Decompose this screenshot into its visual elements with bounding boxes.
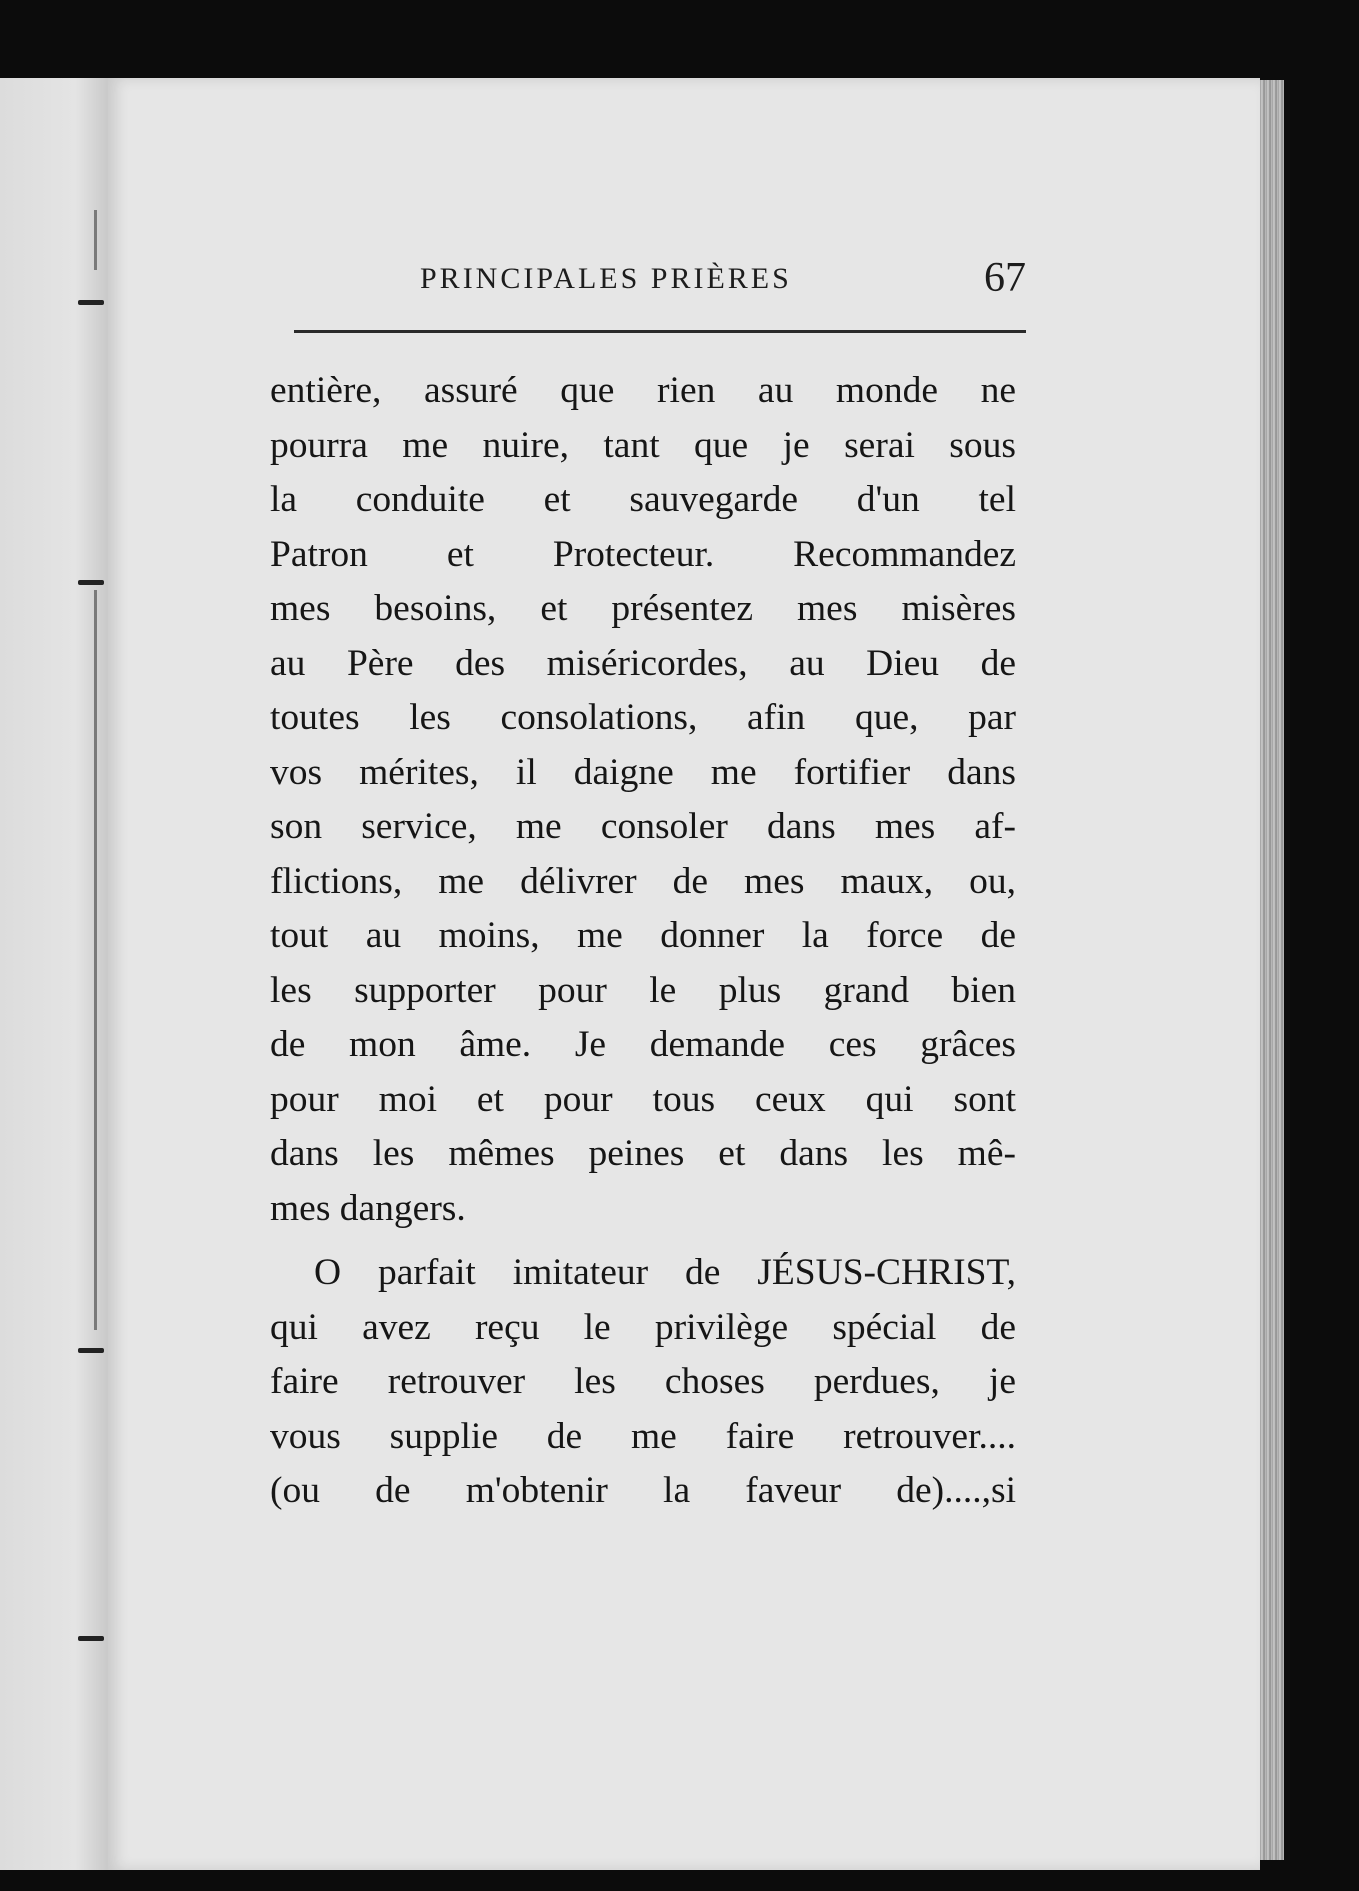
text-line: de mon âme. Je demande ces grâces [270, 1024, 1016, 1065]
text-line: au Père des miséricordes, au Dieu de [270, 642, 1016, 684]
previous-page-mark [78, 1348, 104, 1353]
running-head [420, 255, 1026, 308]
paragraph [270, 364, 1016, 1236]
text-line: mes dangers. [270, 1187, 466, 1229]
previous-page-mark [78, 580, 104, 585]
page-number: 67 [984, 255, 1026, 301]
page-stack-edges [1260, 80, 1284, 1860]
text-line: tout au moins, me donner la force de [270, 915, 1016, 956]
text-line: pour moi et pour tous ceux qui sont [270, 1078, 1016, 1120]
text-line: son service, me consoler dans mes af- [270, 806, 1016, 847]
text-line: mes besoins, et présentez mes misères [270, 588, 1016, 629]
previous-page-margin-rule [94, 590, 97, 1330]
text-line: (ou de m'obtenir la faveur de)....,si [270, 1470, 1016, 1511]
text-line: faire retrouver les choses perdues, je [270, 1361, 1016, 1402]
text-line: Patron et Protecteur. Recommandez [270, 533, 1016, 575]
text-line: O parfait imitateur de JÉSUS-CHRIST, [314, 1252, 1016, 1293]
paragraph [270, 1246, 1016, 1519]
text-line: toutes les consolations, afin que, par [270, 697, 1016, 738]
header-rule [294, 330, 1026, 333]
previous-page-edge [0, 78, 108, 1870]
previous-page-mark [78, 300, 104, 305]
text-line: les supporter pour le plus grand bien [270, 969, 1016, 1011]
text-line: flictions, me délivrer de mes maux, ou, [270, 860, 1016, 902]
previous-page-margin-rule [94, 210, 97, 270]
body-text [270, 364, 1016, 1519]
paragraph-gap [270, 1236, 1016, 1246]
previous-page-mark [78, 1636, 104, 1641]
text-line: vos mérites, il daigne me fortifier dans [270, 751, 1016, 793]
text-line: la conduite et sauvegarde d'un tel [270, 479, 1016, 520]
running-title: PRINCIPALES PRIÈRES [420, 262, 792, 295]
text-line: pourra me nuire, tant que je serai sous [270, 424, 1016, 466]
text-line: qui avez reçu le privilège spécial de [270, 1306, 1016, 1348]
text-line: entière, assuré que rien au monde ne [270, 370, 1016, 411]
text-line: dans les mêmes peines et dans les mê- [270, 1133, 1016, 1174]
text-line: vous supplie de me faire retrouver.... [270, 1415, 1016, 1457]
